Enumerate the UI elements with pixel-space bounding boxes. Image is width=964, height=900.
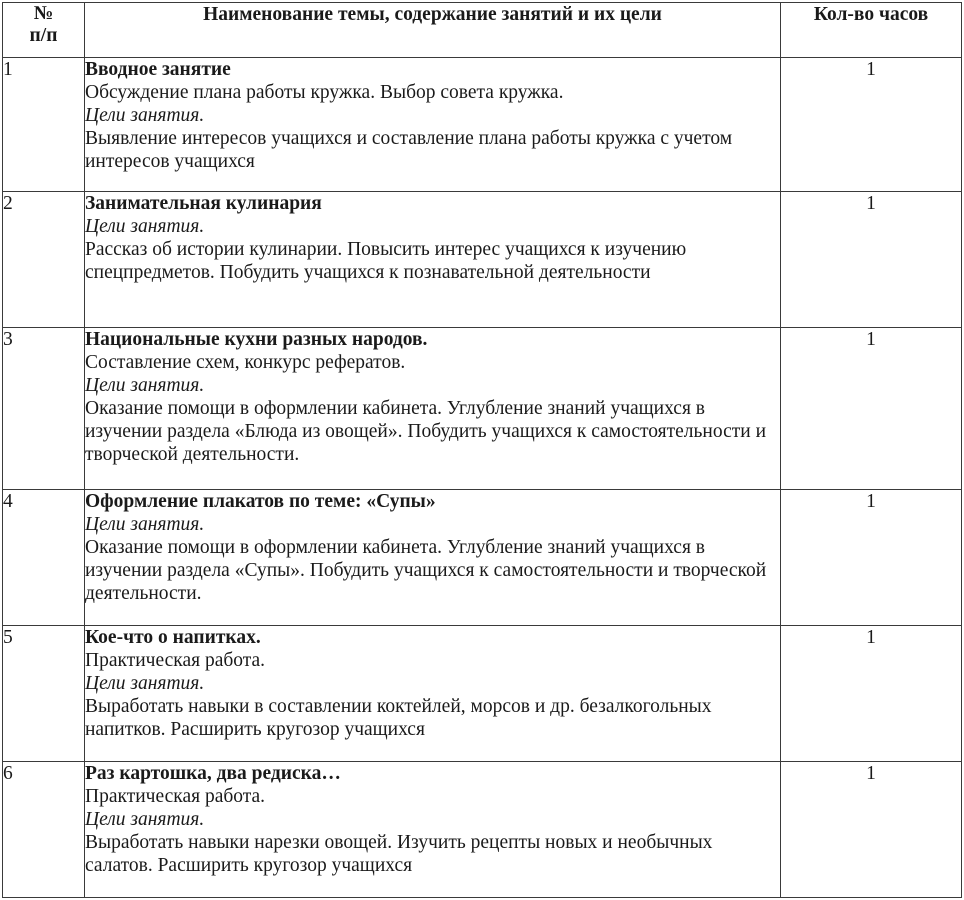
- table-header-row: [3, 3, 962, 58]
- row-goal-label: Цели занятия.: [85, 809, 205, 830]
- row-number: 5: [3, 626, 85, 762]
- row-goals: Выработать навыки нарезки овощей. Изучить рецепты новых и необычных салатов. Расширить кругозор учащихся: [85, 832, 713, 876]
- row-content: Составление схем, конкурс рефератов.: [85, 352, 406, 373]
- table-row: [3, 490, 962, 626]
- lesson-plan-table: [2, 2, 962, 898]
- row-goal-label: Цели занятия.: [85, 216, 205, 237]
- row-topic: [85, 626, 781, 762]
- header-number-line1: №: [33, 3, 54, 24]
- row-goals: Выработать навыки в составлении коктейлей, морсов и др. безалкогольных напитков. Расширить кругозор учащихся: [85, 696, 712, 740]
- table-row: [3, 192, 962, 328]
- row-topic: [85, 490, 781, 626]
- header-number-line2: п/п: [29, 25, 58, 46]
- header-topic: Наименование темы, содержание занятий и их цели: [85, 3, 781, 58]
- row-goals: Выявление интересов учащихся и составление плана работы кружка с учетом интересов учащихся: [85, 128, 733, 172]
- row-goals: Оказание помощи в оформлении кабинета. Углубление знаний учащихся в изучении раздела «Супы». Побудить учащихся к самостоятельности и творческой деятельности.: [85, 537, 767, 604]
- row-topic: [85, 192, 781, 328]
- row-title: Национальные кухни разных народов.: [85, 329, 428, 350]
- row-topic: [85, 762, 781, 898]
- row-title: Оформление плакатов по теме: «Супы»: [85, 491, 436, 512]
- row-goal-label: Цели занятия.: [85, 105, 205, 126]
- row-goals: Рассказ об истории кулинарии. Повысить интерес учащихся к изучению спецпредметов. Побудить учащихся к познавательной деятельности: [85, 239, 687, 283]
- row-title: Кое-что о напитках.: [85, 627, 261, 648]
- row-title: Раз картошка, два редиска…: [85, 763, 341, 784]
- row-number: 3: [3, 328, 85, 490]
- row-goal-label: Цели занятия.: [85, 375, 205, 396]
- row-number: 1: [3, 58, 85, 192]
- row-content: Обсуждение плана работы кружка. Выбор совета кружка.: [85, 82, 564, 103]
- row-hours: 1: [781, 328, 962, 490]
- row-topic: [85, 58, 781, 192]
- row-goals: Оказание помощи в оформлении кабинета. Углубление знаний учащихся в изучении раздела «Блюда из овощей». Побудить учащихся к самостоятельности и творческой деятельности.: [85, 398, 767, 465]
- row-title: Вводное занятие: [85, 59, 231, 80]
- row-content: Практическая работа.: [85, 650, 266, 671]
- row-content: Практическая работа.: [85, 786, 266, 807]
- row-goal-label: Цели занятия.: [85, 514, 205, 535]
- header-hours: Кол-во часов: [781, 3, 962, 58]
- row-number: 4: [3, 490, 85, 626]
- row-title: Занимательная кулинария: [85, 193, 322, 214]
- row-topic: [85, 328, 781, 490]
- row-hours: 1: [781, 58, 962, 192]
- row-goal-label: Цели занятия.: [85, 673, 205, 694]
- row-hours: 1: [781, 490, 962, 626]
- row-number: 2: [3, 192, 85, 328]
- row-hours: 1: [781, 762, 962, 898]
- header-number: [3, 3, 85, 58]
- table-row: [3, 762, 962, 898]
- row-number: 6: [3, 762, 85, 898]
- table-row: [3, 58, 962, 192]
- table-row: [3, 328, 962, 490]
- table-row: [3, 626, 962, 762]
- row-hours: 1: [781, 192, 962, 328]
- row-hours: 1: [781, 626, 962, 762]
